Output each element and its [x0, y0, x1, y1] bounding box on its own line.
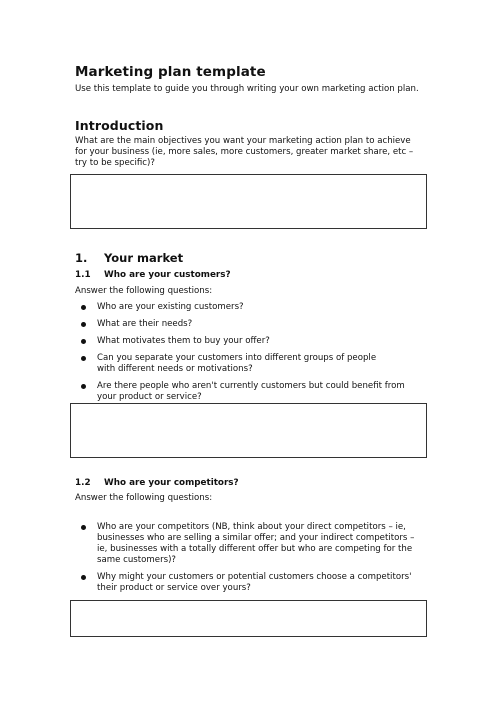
subsection-1-1-heading: Who are your customers? — [104, 270, 231, 280]
competitors-answer-box[interactable] — [70, 600, 427, 637]
section-1-heading: Your market — [104, 251, 184, 265]
list-item: What motivates them to buy your offer? — [75, 336, 410, 347]
customers-question-list — [75, 302, 410, 403]
bullet-icon — [81, 322, 86, 327]
list-item: Can you separate your customers into different groups of people with different needs or motivations? — [75, 353, 410, 375]
competitors-question-list — [75, 522, 423, 594]
bullet-icon — [81, 575, 86, 580]
bullet-icon — [81, 305, 86, 310]
customers-answer-box[interactable] — [70, 403, 427, 458]
section-1-number: 1. — [75, 251, 88, 265]
introduction-heading: Introduction — [75, 118, 164, 133]
bullet-icon — [81, 525, 86, 530]
document-title: Marketing plan template — [75, 64, 266, 80]
list-item: Who are your existing customers? — [75, 302, 410, 313]
list-item: Who are your competitors (NB, think about your direct competitors – ie, businesses who are selling a similar offer; and your indirect competitors – ie, businesses with a totally different offer but who are competing for the same customers)? — [75, 522, 423, 566]
list-item: Are there people who aren't currently customers but could benefit from your product or service? — [75, 381, 410, 403]
subsection-1-2-number: 1.2 — [75, 478, 91, 488]
bullet-icon — [81, 339, 86, 344]
subsection-1-2-lead: Answer the following questions: — [75, 493, 213, 503]
subsection-1-2-heading: Who are your competitors? — [104, 478, 239, 488]
intro-line: Use this template to guide you through writing your own marketing action plan. — [75, 84, 419, 94]
list-item: What are their needs? — [75, 319, 410, 330]
bullet-icon — [81, 356, 86, 361]
bullet-icon — [81, 384, 86, 389]
subsection-1-1-lead: Answer the following questions: — [75, 286, 213, 296]
subsection-1-1-number: 1.1 — [75, 270, 91, 280]
objectives-answer-box[interactable] — [70, 174, 427, 229]
list-item: Why might your customers or potential customers choose a competitors' their product or service over yours? — [75, 572, 423, 594]
introduction-question: What are the main objectives you want your marketing action plan to achieve for your business (ie, more sales, more customers, greater market share, etc – try to be specific)? — [75, 136, 414, 168]
